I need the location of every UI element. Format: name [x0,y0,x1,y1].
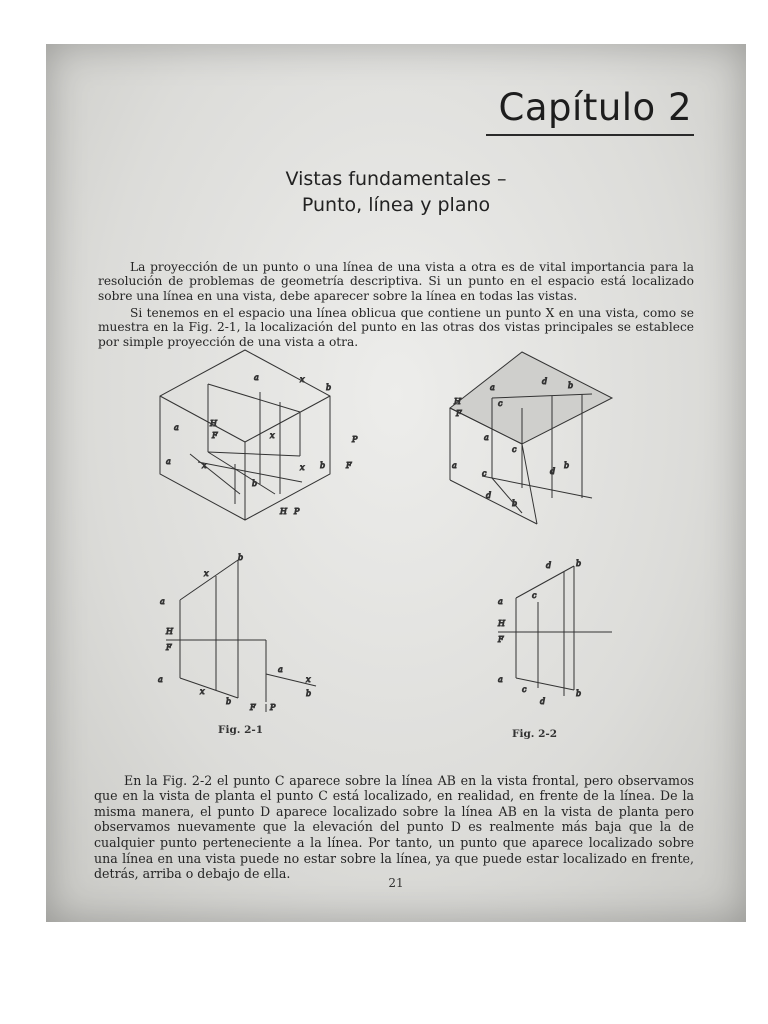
chapter-rule [486,134,694,136]
fig-2-2-isometric [442,348,622,528]
fig1-iso-label-2: x [270,431,275,440]
fig2-iso-label-11: d [550,467,556,476]
fig1-ortho-label-7: x [200,687,205,696]
fig1-iso-label-12: b [320,461,326,470]
fig2-ortho-label-1: d [546,561,552,570]
fig1-ortho-label-3: b [238,553,244,562]
fig1-iso-label-8: a [254,373,259,382]
fig1-iso-label-3: a [166,457,171,466]
fig2-ortho-label-7: a [498,675,503,684]
scanned-page [46,44,746,922]
fig2-iso-label-14: b [512,499,518,508]
fig1-iso-label-9: x [300,375,305,384]
fig2-iso-label-5: H [454,397,461,406]
fig1-ortho-label-5: F [166,643,172,652]
fig2-ortho-label-2: b [576,559,582,568]
fig2-ortho-label-5: H [498,619,505,628]
fig2-ortho-label-9: d [540,697,546,706]
fig1-iso-label-13: F [346,461,352,470]
fig2-ortho-label-4: c [532,591,537,600]
paragraph-3: En la Fig. 2-2 el punto C aparece sobre la línea AB en la vista frontal, pero observamos que en la vista de planta el punto C está localizado, en realidad, en frente de la línea. De la misma manera, el punto D aparece localizado sobre la línea AB en la vista de planta pero observamos nuevamente que la elevación del punto D es realmente más baja que la de cualquier punto perteneciente a la línea. Por tanto, un punto que aparece localizado sobre una línea en una vista puede no estar sobre la línea, ya que puede estar localizado en frente, detrás, arriba o debajo de ella. [94,772,694,882]
fig2-iso-label-7: a [484,433,489,442]
fig-2-1-caption: Fig. 2-1 [218,724,264,736]
fig-2-2-caption: Fig. 2-2 [512,728,558,740]
fig1-ortho-label-1: a [160,597,165,606]
fig2-ortho-label-6: F [498,635,504,644]
chapter-heading: Capítulo 2 [498,86,692,129]
fig1-ortho-label-12: F [250,703,256,712]
fig1-iso-label-15: H [280,507,287,516]
fig2-iso-label-3: b [568,381,574,390]
fig2-ortho-label-3: a [498,597,503,606]
fig1-ortho-label-8: b [226,697,232,706]
section-title-line-1: Vistas fundamentales – [285,168,507,190]
fig1-iso-label-7: F [212,431,218,440]
fig1-iso-label-4: x [202,461,207,470]
fig1-iso-label-5: b [252,479,258,488]
fig-2-1-orthographic [146,554,346,714]
fig1-ortho-label-4: H [166,627,173,636]
paragraph-2: Si tenemos en el espacio una línea oblicua que contiene un punto X en una vista, como se muestra en la Fig. 2-1, la localización del punto en las otras dos vistas principales se establece por simple proyección de una vista a otra. [98,306,694,349]
fig1-iso-label-14: P [352,435,358,444]
fig2-ortho-label-10: b [576,689,582,698]
section-title-line-2: Punto, línea y plano [301,194,491,216]
fig1-iso-label-6: H [210,419,217,428]
fig2-iso-label-13: d [486,491,492,500]
fig1-iso-label-1: a [174,423,179,432]
fig1-iso-label-11: x [300,463,305,472]
fig2-iso-label-4: c [498,399,503,408]
section-title [46,166,746,218]
fig2-iso-label-1: a [490,383,495,392]
fig1-ortho-label-2: x [204,569,209,578]
fig1-iso-label-16: P [294,507,300,516]
fig2-iso-label-12: b [564,461,570,470]
fig2-iso-label-8: c [512,445,517,454]
fig1-ortho-label-6: a [158,675,163,684]
fig1-ortho-label-11: b [306,689,312,698]
fig-2-1-isometric [150,344,358,524]
fig2-ortho-label-8: c [522,685,527,694]
fig2-iso-label-10: c [482,469,487,478]
fig1-ortho-label-10: x [306,675,311,684]
fig1-ortho-label-13: P [270,703,276,712]
fig-2-2-orthographic [492,558,622,708]
fig2-iso-label-2: d [542,377,548,386]
fig1-iso-label-10: b [326,383,332,392]
page-number: 21 [388,876,404,890]
paragraph-1: La proyección de un punto o una línea de una vista a otra es de vital importancia para la resolución de problemas de geometría descriptiva. Si un punto en el espacio está localizado sobre una línea en una vista, debe aparecer sobre la línea en todas las vistas. [98,260,694,303]
fig2-iso-label-6: F [456,409,462,418]
fig1-ortho-label-9: a [278,665,283,674]
fig2-iso-label-9: a [452,461,457,470]
